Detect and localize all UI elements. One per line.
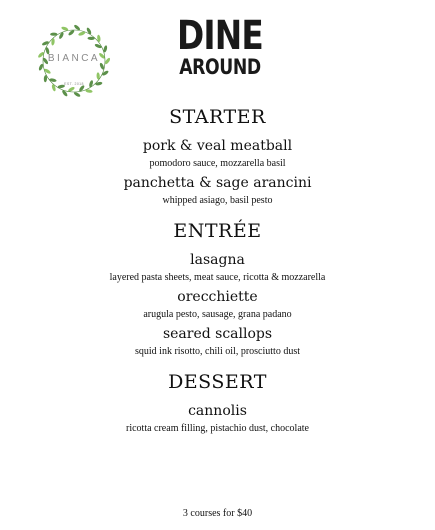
course-dessert [0,369,435,436]
logo-tagline: EST. 2018 [64,82,84,86]
menu-item-description: squid ink risotto, chili oil, prosciutto dust [135,346,300,357]
course-heading: STARTER [169,106,266,128]
menu-item-name: lasagna [190,252,245,268]
logo-name: BIANCA [47,53,101,64]
menu-item-description: layered pasta sheets, meat sauce, ricotta & mozzarella [109,272,326,283]
course-starter [0,104,435,208]
menu-item-name: pork & veal meatball [142,138,293,154]
menu [0,104,435,438]
menu-item-description: whipped asiago, basil pesto [162,195,273,206]
price-footer: 3 courses for $40 [182,508,253,519]
restaurant-logo [35,22,113,100]
event-title-line2: AROUND [179,55,261,79]
course-heading: ENTRÉE [173,220,262,242]
menu-item-description: ricotta cream filling, pistachio dust, chocolate [126,423,309,434]
menu-item-name: panchetta & sage arancini [123,175,312,191]
course-entree [0,218,435,359]
event-title [162,13,278,79]
menu-item-name: seared scallops [162,326,273,342]
wreath-leaf [41,40,49,46]
course-heading: DESSERT [168,371,267,393]
menu-item-name: orecchiette [177,289,258,305]
wreath-leaf [94,43,102,49]
menu-item-description: pomodoro sauce, mozzarella basil [149,158,286,169]
menu-item-description: arugula pesto, sausage, grana padano [143,309,292,320]
menu-item-name: cannolis [188,403,247,419]
event-title-line1: DINE [176,13,263,59]
